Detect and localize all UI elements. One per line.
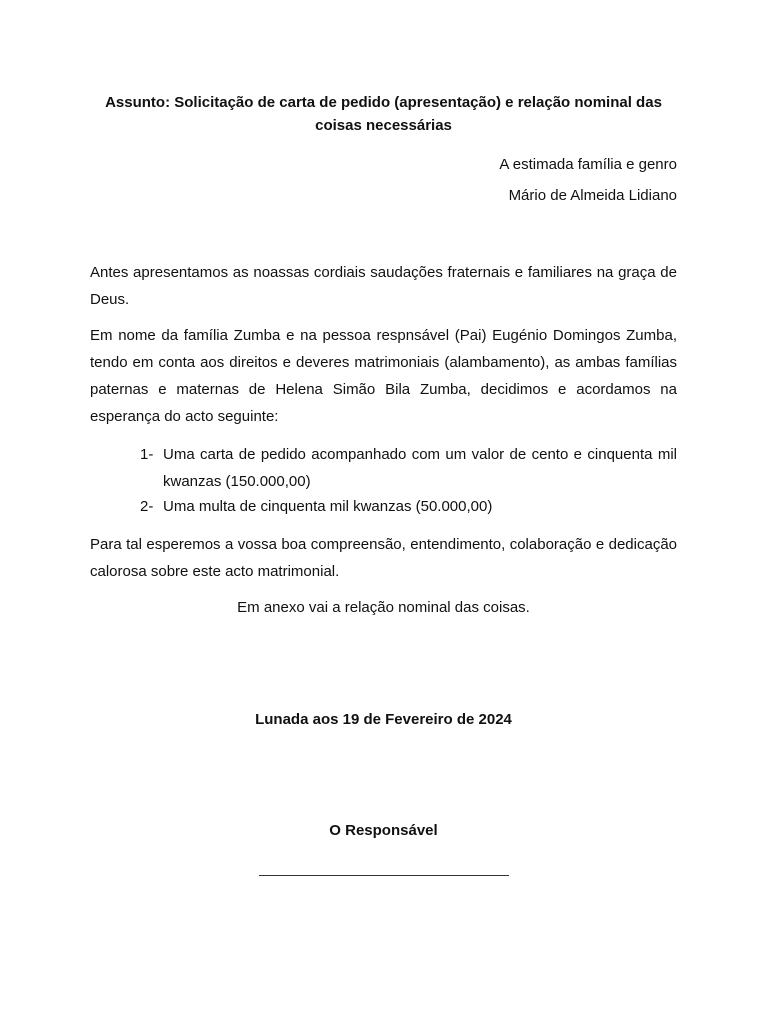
subject-heading: Assunto: Solicitação de carta de pedido (apresentação) e relação nominal das coisas necessárias — [105, 94, 662, 134]
request-list — [140, 441, 677, 520]
addressee-line-1: A estimada família e genro — [499, 156, 677, 173]
closing-paragraph: Para tal esperemos a vossa boa compreensão, entendimento, colaboração e dedicação calorosa sobre este acto matrimonial. — [90, 536, 677, 580]
list-item-text: Uma carta de pedido acompanhado com um valor de cento e cinquenta mil kwanzas (150.000,00) — [163, 446, 677, 490]
request-paragraph: Em nome da família Zumba e na pessoa respnsável (Pai) Eugénio Domingos Zumba, tendo em conta aos direitos e deveres matrimoniais (alambamento), as ambas famílias paternas e maternas de Helena Simão Bila Zumba, decidimos e acordamos na esperança do acto seguinte: — [90, 327, 677, 425]
list-item — [140, 493, 677, 520]
document-page — [90, 0, 677, 1024]
greeting-paragraph: Antes apresentamos as noassas cordiais saudações fraternais e familiares na graça de Deus. — [90, 264, 677, 308]
list-item — [140, 441, 677, 495]
list-item-number: 2- — [140, 498, 154, 515]
signature-line — [259, 875, 509, 876]
place-date: Lunada aos 19 de Fevereiro de 2024 — [255, 711, 512, 728]
annex-note: Em anexo vai a relação nominal das coisas. — [237, 599, 530, 616]
list-item-number: 1- — [140, 446, 154, 463]
list-item-text: Uma multa de cinquenta mil kwanzas (50.000,00) — [163, 498, 493, 515]
signatory-title: O Responsável — [329, 822, 438, 839]
addressee-line-2: Mário de Almeida Lidiano — [508, 187, 677, 204]
